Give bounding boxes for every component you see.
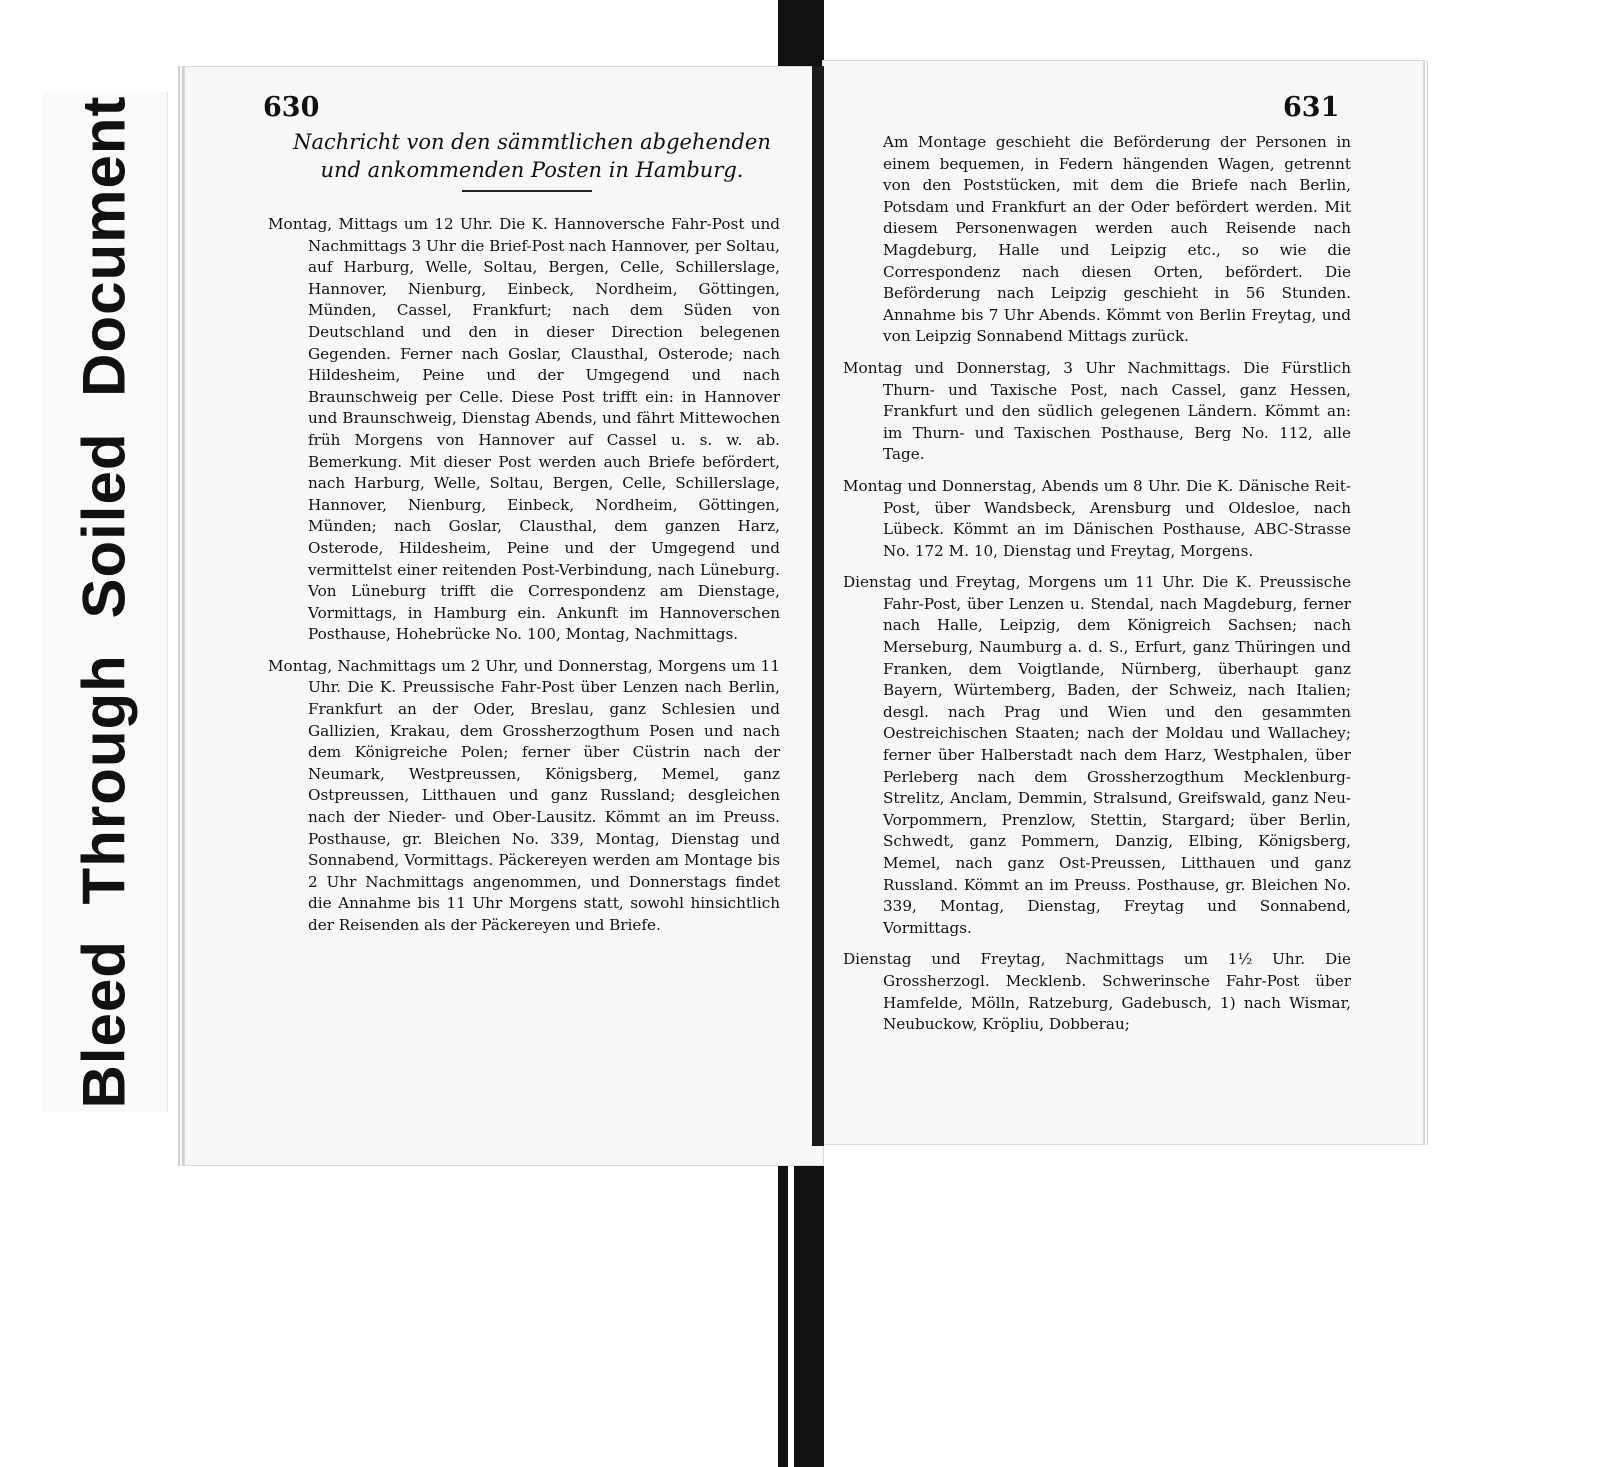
- film-spine-bottom: [778, 1140, 824, 1467]
- title-line-1: Nachricht von den sämmtlichen abgehenden: [293, 130, 771, 154]
- right-column: [843, 132, 1351, 1046]
- left-column: [268, 214, 780, 947]
- title-line-2: und ankommenden Posten in Hamburg.: [320, 158, 744, 182]
- title-rule: [462, 190, 592, 192]
- film-spine-top: [778, 0, 824, 70]
- schedule-entry: Dienstag und Freytag, Morgens um 11 Uhr. Die K. Preussische Fahr-Post, über Lenzen u. Stendal, nach Magdeburg, ferner nach Halle, Leipzig, dem Königreich Sachsen; nach Merseburg, Naumburg a. d. S., Erfurt, ganz Thüringen und Franken, dem Voigtlande, Nürnberg, überhaupt ganz Bayern, Würtemberg, Baden, der Schweiz, nach Italien; desgl. nach Prag und Wien und den gesammten Oestreichischen Staaten; nach der Moldau und Wallachey; ferner über Halberstadt nach dem Harz, Westphalen, über Perleberg nach dem Grossherzogthum Mecklenburg-Strelitz, Anclam, Demmin, Stralsund, Greifswald, ganz Neu-Vorpommern, Prenzlow, Stettin, Stargard; über Berlin, Schwedt, ganz Pommern, Danzig, Elbing, Königsberg, Memel, nach ganz Ost-Preussen, Litthauen und ganz Russland. Kömmt an im Preuss. Posthause, gr. Bleichen No. 339, Montag, Dienstag, Freytag und Sonnabend, Vormittags.: [843, 573, 1351, 937]
- schedule-entry: Montag, Mittags um 12 Uhr. Die K. Hannoversche Fahr-Post und Nachmittags 3 Uhr die Brief-Post nach Hannover, per Soltau, auf Harburg, Welle, Soltau, Bergen, Celle, Schillerslage, Hannover, Nienburg, Einbeck, Nordheim, Göttingen, Münden, Cassel, Frankfurt; nach dem Süden von Deutschland und den in dieser Direction belegenen Gegenden. Ferner nach Goslar, Clausthal, Osterode; nach Hildesheim, Peine und der Umgegend und nach Braunschweig per Celle. Diese Post trifft ein: in Hannover und Braunschweig, Dienstag Abends, und fährt Mittewochen früh Morgens von Hannover auf Cassel u. s. w. ab. Bemerkung. Mit dieser Post werden auch Briefe befördert, nach Harburg, Welle, Soltau, Bergen, Celle, Schillerslage, Hannover, Nienburg, Einbeck, Nordheim, Göttingen, Münden; nach Goslar, Clausthal, dem ganzen Harz, Osterode, Hildesheim, Peine und der Umgegend und vermittelst einer reitenden Post-Verbindung, nach Lüneburg. Von Lüneburg trifft die Correspondenz am Dienstage, Vormittags, in Hamburg ein. Ankunft im Hannoverschen Posthause, Hohebrücke No. 100, Montag, Nachmittags.: [268, 215, 780, 644]
- schedule-entry: Montag und Donnerstag, 3 Uhr Nachmittags. Die Fürstlich Thurn- und Taxische Post, nach Cassel, ganz Hessen, Frankfurt und den südlich gelegenen Ländern. Kömmt an: im Thurn- und Taxischen Posthause, Berg No. 112, alle Tage.: [843, 358, 1351, 464]
- schedule-entry: Montag und Donnerstag, Abends um 8 Uhr. Die K. Dänische Reit-Post, über Wandsbeck, Arensburg und Oldesloe, nach Lübeck. Kömmt an im Dänischen Posthause, ABC-Strasse No. 172 M. 10, Dienstag und Freytag, Morgens.: [843, 476, 1351, 560]
- left-page-number: 630: [263, 92, 320, 123]
- schedule-entry: Dienstag und Freytag, Nachmittags um 1½ Uhr. Die Grossherzogl. Mecklenb. Schwerinsche Fahr-Post über Hamfelde, Mölln, Ratzeburg, Gadebusch, 1) nach Wismar, Neubuckow, Kröpliu, Dobberau;: [843, 950, 1351, 1034]
- side-label-text: Bleed Through Soiled Document: [70, 95, 138, 1109]
- schedule-entry: Montag, Nachmittags um 2 Uhr, und Donnerstag, Morgens um 11 Uhr. Die K. Preussische Fahr-Post über Lenzen nach Berlin, Frankfurt an der Oder, Breslau, ganz Schlesien und Gallizien, Krakau, dem Grossherzogthum Posen und nach dem Königreiche Polen; ferner über Cüstrin nach der Neumark, Westpreussen, Königsberg, Memel, ganz Ostpreussen, Litthauen und ganz Russland; desgleichen nach der Nieder- und Ober-Lausitz. Kömmt an im Preuss. Posthause, gr. Bleichen No. 339, Montag, Dienstag und Sonnabend, Vormittags. Päckereyen werden am Montage bis 2 Uhr Nachmittags angenommen, und Donnerstags findet die Annahme bis 11 Uhr Morgens statt, sowohl hinsichtlich der Reisenden als der Päckereyen und Briefe.: [268, 656, 780, 934]
- page-title: [267, 128, 797, 184]
- right-page-number: 631: [1283, 92, 1340, 123]
- continued-paragraph: Am Montage geschieht die Beförderung der Personen in einem bequemen, in Federn hängenden Wagen, getrennt von den Poststücken, mit dem die Briefe nach Berlin, Potsdam und Frankfurt an der Oder befördert werden. Mit diesem Personenwagen werden auch Reisende nach Magdeburg, Halle und Leipzig etc., so wie die Correspondenz nach diesen Orten, befördert. Die Beförderung nach Leipzig geschieht in 56 Stunden. Annahme bis 7 Uhr Abends. Kömmt von Berlin Freytag, und von Leipzig Sonnabend Mittags zurück.: [883, 133, 1351, 346]
- side-label-panel: [42, 92, 168, 1112]
- book-gutter: [812, 66, 824, 1146]
